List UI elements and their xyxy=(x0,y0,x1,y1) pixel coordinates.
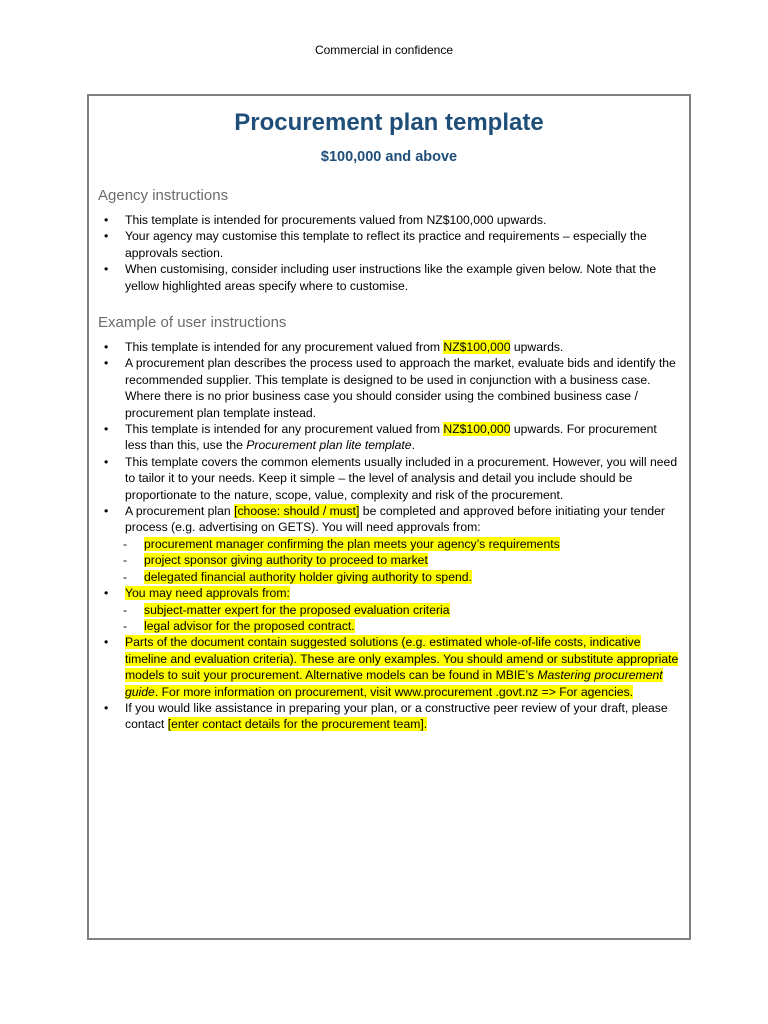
example-instructions-list xyxy=(104,339,679,733)
list-item: • Your agency may customise this template to reflect its practice and requirements – especially the approvals section. xyxy=(104,229,647,260)
highlight-placeholder: [choose: should / must] xyxy=(234,504,360,519)
list-item: • Parts of the document contain suggested solutions (e.g. estimated whole-of-life costs, indicative timeline and evaluation criteria). These are only examples. You should amend or substitute appropriate models to suit your procurement. Alternative models can be found in MBIE’s Mastering procurement guide. For more information on procurement, visit www.procurement .govt.nz => For agencies. xyxy=(104,635,679,699)
list-item: • This template is intended for procurements valued from NZ$100,000 upwards. xyxy=(104,213,547,227)
document-subtitle: $100,000 and above xyxy=(320,149,458,165)
example-instructions-heading: Example of user instructions xyxy=(98,314,287,331)
highlight-placeholder: [enter contact details for the procurement team]. xyxy=(167,717,428,732)
highlight-placeholder: NZ$100,000 xyxy=(443,422,511,437)
header-confidentiality-note: Commercial in confidence xyxy=(314,43,454,57)
list-item: • This template is intended for any procurement valued from NZ$100,000 upwards. xyxy=(104,340,564,354)
list-item: • A procurement plan describes the process used to approach the market, evaluate bids and identify the recommended supplier. This template is designed to be used in conjunction with a business case. Where there is no prior business case you should consider using the combined business case / procurement plan template instead. xyxy=(104,356,676,420)
optional-approvals-sublist xyxy=(125,602,679,635)
sub-list-item: - subject-matter expert for the proposed evaluation criteria xyxy=(123,602,450,617)
list-item: • If you would like assistance in preparing your plan, or a constructive peer review of your draft, please contact [enter contact details for the procurement team]. xyxy=(104,700,668,732)
list-item: • This template covers the common elements usually included in a procurement. However, you will need to tailor it to your needs. Keep it simple – the level of analysis and detail you include should be proportionate to the nature, scope, value, complexity and risk of the procurement. xyxy=(104,454,678,502)
list-item: • A procurement plan [choose: should / must] be completed and approved before initiating your tender process (e.g. advertising on GETS). You will need approvals from: - procurement manager confirming the plan meets your agency’s requirements - project sponsor giving authority to proceed to market - delegated financial authority holder giving authority to spend. xyxy=(104,503,679,585)
highlight-placeholder: NZ$100,000 xyxy=(443,340,511,354)
agency-instructions-heading: Agency instructions xyxy=(98,187,229,204)
sub-list-item: - legal advisor for the proposed contract. xyxy=(123,618,355,633)
sub-list-item: - delegated financial authority holder giving authority to spend. xyxy=(123,569,472,584)
agency-instructions-list xyxy=(104,212,679,294)
approvals-sublist xyxy=(125,536,679,585)
sub-list-item: - procurement manager confirming the plan meets your agency’s requirements xyxy=(123,536,560,551)
list-item: • This template is intended for any procurement valued from NZ$100,000 upwards. For procurement less than this, use the Procurement plan lite template. xyxy=(104,422,657,453)
list-item: • You may need approvals from: - subject-matter expert for the proposed evaluation criteria - legal advisor for the proposed contract. xyxy=(104,585,679,634)
list-item: • When customising, consider including user instructions like the example given below. Note that the yellow highlighted areas specify where to customise. xyxy=(104,262,657,293)
document-title: Procurement plan template xyxy=(234,109,544,136)
sub-list-item: - project sponsor giving authority to proceed to market xyxy=(123,553,428,568)
